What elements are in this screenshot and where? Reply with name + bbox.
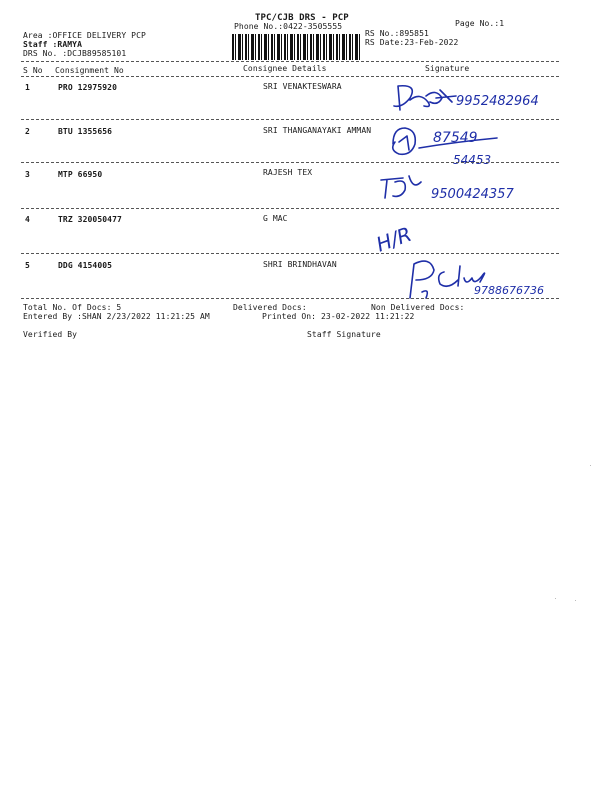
entered-by: Entered By :SHAN 2/23/2022 11:21:25 AM: [23, 312, 210, 321]
hr-handwriting: H/R: [372, 221, 415, 257]
row-sno: 5: [25, 261, 30, 270]
delivered-docs: Delivered Docs:: [233, 303, 307, 312]
total-docs: Total No. Of Docs: 5: [23, 303, 122, 312]
row-consignee: SHRI BRINDHAVAN: [263, 260, 337, 269]
scan-speck: [590, 465, 591, 466]
row-sno: 1: [25, 83, 30, 92]
row-sno: 4: [25, 215, 30, 224]
scan-speck: [555, 598, 556, 599]
drs-number: DRS No. :DCJB89585101: [23, 49, 127, 58]
divider: [21, 208, 559, 209]
row-consignee: SRI THANGANAYAKI AMMAN: [263, 126, 372, 135]
row-consignment: DDG 4154005: [58, 261, 113, 270]
row-sno: 2: [25, 127, 30, 136]
staff-signature: Staff Signature: [307, 330, 381, 339]
area-label: Area :OFFICE DELIVERY PCP: [23, 31, 146, 40]
number-handwriting: 87549: [433, 130, 478, 146]
row-consignment: PRO 12975920: [58, 83, 117, 92]
rs-date: RS Date:23-Feb-2022: [365, 38, 459, 47]
row-consignment: TRZ 320050477: [58, 215, 122, 224]
handwritten-signature: [400, 254, 575, 304]
divider: [21, 162, 559, 163]
column-header-signature: Signature: [425, 64, 470, 73]
column-header-consignee: Consignee Details: [243, 64, 327, 73]
page-number: Page No.:1: [455, 19, 505, 28]
phone-handwriting: 9952482964: [456, 94, 539, 109]
phone-handwriting: 9788676736: [474, 284, 544, 297]
rs-number: RS No.:895851: [365, 29, 429, 38]
row-consignee: G MAC: [263, 214, 288, 223]
column-header-sno: S No: [23, 66, 43, 75]
handwritten-signature: [385, 120, 535, 172]
staff-label: Staff :RAMYA: [23, 40, 82, 49]
printed-on: Printed On: 23-02-2022 11:21:22: [262, 312, 415, 321]
barcode-image: [232, 34, 360, 60]
column-header-consignment: Consignment No: [55, 66, 124, 75]
scan-speck: [575, 600, 576, 601]
divider: [21, 61, 559, 62]
document-title: TPC/CJB DRS - PCP: [255, 13, 349, 23]
verified-by: Verified By: [23, 330, 78, 339]
handwritten-signature: [372, 212, 435, 257]
phone-number: Phone No.:0422-3505555: [234, 22, 343, 31]
divider: [21, 298, 559, 299]
handwritten-signature: [380, 78, 565, 118]
row-sno: 3: [25, 170, 30, 179]
number-handwriting: 54453: [453, 153, 492, 167]
row-consignee: RAJESH TEX: [263, 168, 313, 177]
handwritten-signature: [375, 168, 560, 208]
row-consignment: MTP 66950: [58, 170, 103, 179]
row-consignment: BTU 1355656: [58, 127, 113, 136]
non-delivered-docs: Non Delivered Docs:: [371, 303, 465, 312]
phone-handwriting: 9500424357: [431, 187, 514, 202]
divider: [21, 76, 559, 77]
row-consignee: SRI VENAKTESWARA: [263, 82, 342, 91]
